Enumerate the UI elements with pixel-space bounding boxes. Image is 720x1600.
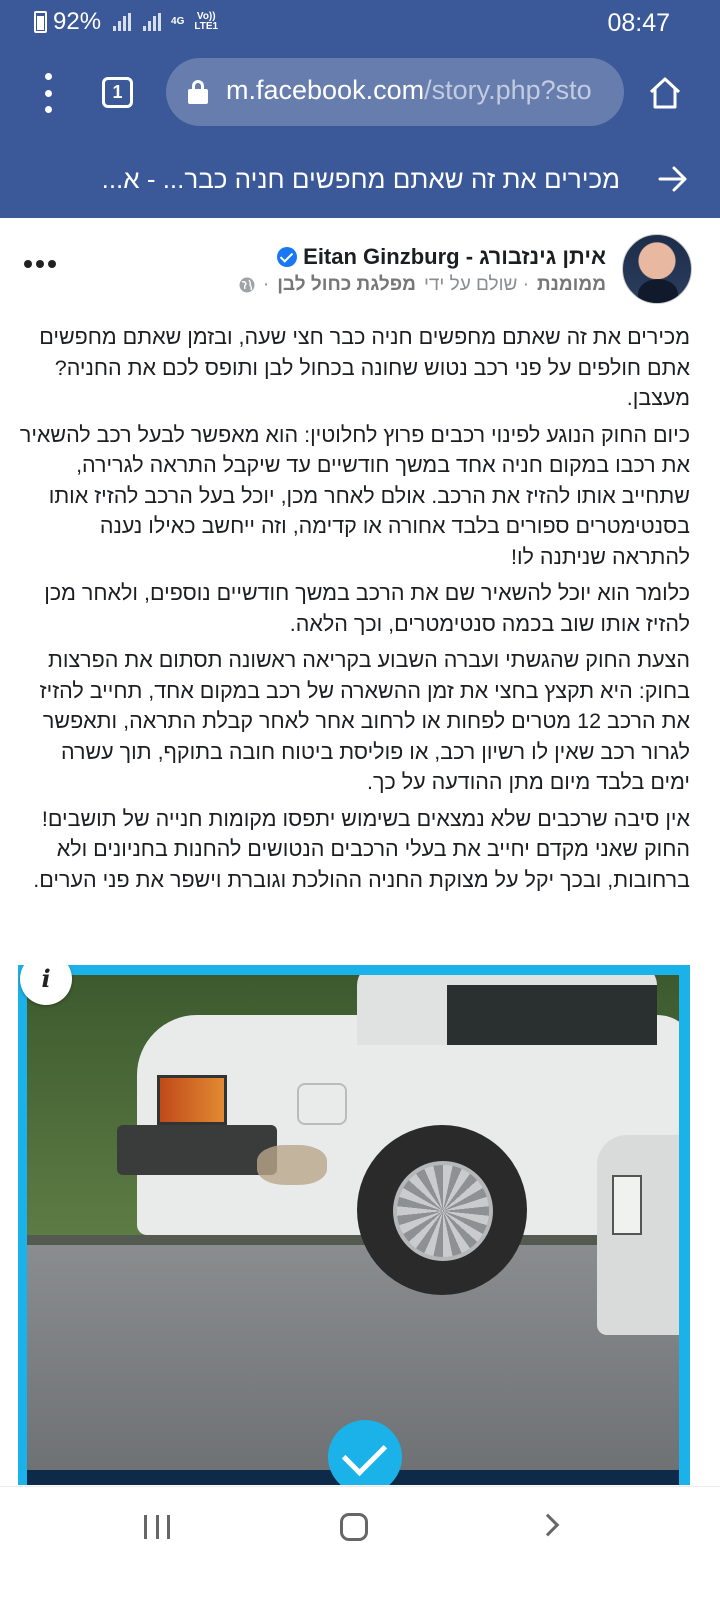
- author-name[interactable]: איתן גינזבורג - Eitan Ginzburg: [303, 244, 606, 269]
- url-text: [226, 75, 592, 106]
- arrow-right-icon[interactable]: [658, 166, 688, 192]
- signal-icon-2: [143, 13, 161, 31]
- status-bar: [0, 0, 720, 46]
- address-bar[interactable]: [166, 58, 624, 126]
- post-image[interactable]: [18, 965, 690, 1485]
- meta-dot: ·: [262, 274, 270, 295]
- paid-by-name[interactable]: מפלגת כחול לבן: [277, 274, 416, 295]
- post-paragraph: כלומר הוא יוכל להשאיר שם את הרכב במשך חודשיים נוספים, ולאחר מכן להזיז אותו שוב בכמה סנטימטרים, וכך הלאה.: [44, 581, 690, 636]
- post-paragraph: אין סיבה שרכבים שלא נמצאים בשימוש יתפסו מקומות חנייה של תושבים! החוק שאני מקדם יחייב את בעלי הרכבים הנטושים להחנות בחניונים ולא ברחובות, ובכך יקל על מצוקת החניה ההולכת וגוברת וישפר את פני הערים.: [33, 806, 690, 892]
- recents-icon[interactable]: [144, 1515, 170, 1539]
- more-vert-icon[interactable]: [36, 73, 60, 113]
- post-text: [16, 322, 690, 901]
- post-header: [0, 218, 720, 310]
- avatar[interactable]: [622, 234, 692, 304]
- info-icon[interactable]: i: [20, 965, 72, 1005]
- volte-indicator: [194, 12, 218, 32]
- sponsored-label[interactable]: ממומנת: [537, 274, 606, 295]
- verified-icon: [277, 247, 297, 267]
- abandoned-car-photo: [27, 975, 679, 1485]
- clock: 08:47: [607, 9, 670, 37]
- page-title: מכירים את זה שאתם מחפשים חניה כבר... - א...: [101, 164, 620, 194]
- nav-back-icon[interactable]: [537, 1514, 560, 1537]
- battery-icon: [34, 11, 47, 33]
- status-left: [34, 8, 218, 36]
- post-meta: [239, 274, 606, 296]
- more-horiz-icon[interactable]: [24, 260, 56, 268]
- url-path: /story.php?sto: [424, 75, 592, 105]
- paid-by-prefix: · שולם על ידי: [423, 274, 530, 295]
- battery-percent: 92%: [53, 8, 102, 35]
- post-paragraph: הצעת החוק שהגשתי ועברה השבוע בקריאה ראשונה תסתום את הפרצות בחוק: היא תקצץ בחצי את זמן ההשארה של רכב במקום אחד, תחייב להזיז את הרכב 12 מטרים לפחות או לרחוב אחר לאחר קבלת התראה, ותאפשר לגרור רכב שאין לו רשיון רכב, או פוליסת ביטוח חובה בתוקף, תוך עשרה ימים בלבד מיום מתן ההודעה על כך.: [39, 648, 690, 794]
- system-nav-bar: [0, 1486, 720, 1600]
- signal-icon: [113, 13, 131, 31]
- globe-icon: [239, 277, 255, 293]
- lte-label: LTE1: [194, 21, 219, 32]
- network-type-label: 4G: [171, 16, 185, 27]
- lock-icon: [188, 80, 208, 104]
- tabs-button[interactable]: 1: [102, 77, 133, 108]
- nav-home-icon[interactable]: [340, 1513, 368, 1541]
- volte-label: Vo)): [196, 11, 216, 22]
- network-type: [171, 17, 184, 27]
- post-paragraph: מכירים את זה שאתם מחפשים חניה כבר חצי שעה, ובזמן שאתם מחפשים אתם חולפים על פני רכב נטוש שחונה בכחול לבן ותופס לכם את החניה? מעצבן.: [39, 325, 690, 410]
- post-paragraph: כיום החוק הנוגע לפינוי רכבים פרוץ לחלוטין: הוא מאפשר לבעל רכב להשאיר את רכבו במקום חניה אחד במשך חודשיים עד שיקבל התראה לגרירה, שתחייב אותו להזיז את הרכב. אולם לאחר מכן, יוכל בעל הרכב להזיז אותו בסנטימטרים ספורים בלבד אחורה או קדימה, וזה ייחשב כאילו נענה להתראה שניתנה לו!: [19, 422, 690, 569]
- page-header: [0, 140, 720, 218]
- home-icon[interactable]: [648, 76, 682, 110]
- browser-toolbar: [0, 46, 720, 140]
- author-row: [277, 244, 606, 270]
- check-icon: [328, 1420, 402, 1485]
- url-domain: m.facebook.com: [226, 75, 425, 105]
